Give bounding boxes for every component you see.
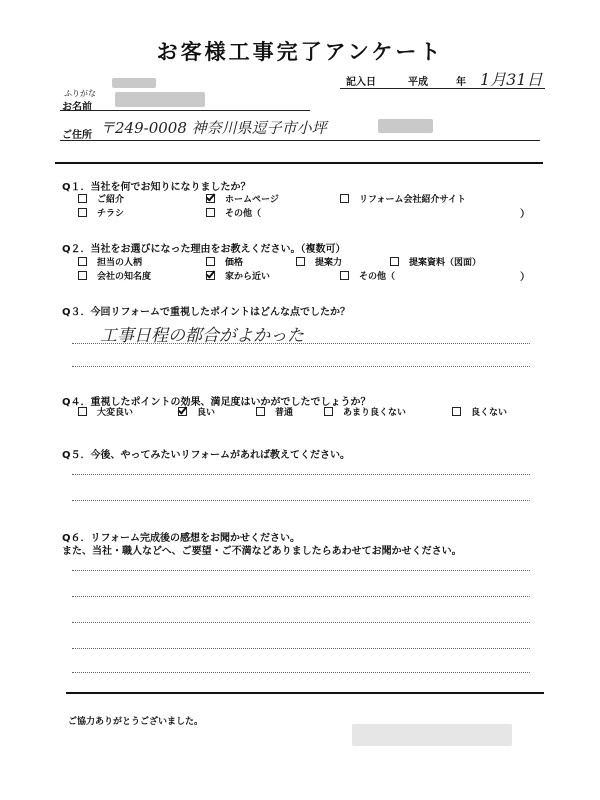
q5-answer-line: [72, 500, 530, 501]
q4-option-average[interactable]: 普通: [256, 405, 293, 418]
furigana-label: ふりがな: [64, 89, 96, 98]
q3-answer[interactable]: 工事日程の都合がよかった: [100, 326, 304, 346]
checked-checkbox-icon: [178, 407, 187, 416]
q3-answer-line: [72, 343, 530, 344]
footer-thanks: ご協力ありがとうございました。: [68, 717, 204, 727]
era-label: 平成: [408, 77, 428, 88]
q1-text: Q１．当社を何でお知りになりましたか？: [62, 182, 251, 193]
q1-option-referral-site[interactable]: リフォーム会社紹介サイト: [340, 192, 466, 205]
checkbox-icon: [256, 407, 265, 416]
bottom-separator: [66, 692, 544, 694]
checkbox-icon: [296, 257, 305, 266]
q2-option-drawings[interactable]: 提案資料（図面）: [390, 255, 481, 268]
q6-text-line1: Q６．リフォーム完成後の感想をお聞かせください。: [62, 533, 301, 544]
q2-option-near-home[interactable]: 家から近い: [206, 269, 270, 282]
q6-text-line2: また、当社・職人などへ、ご要望・ご不満などありましたらあわせてお聞かせください。: [62, 546, 462, 557]
address-value[interactable]: 〒249-0008 神奈川県逗子市小坪: [100, 119, 327, 137]
checkbox-icon: [206, 208, 215, 217]
q2-option-staff[interactable]: 担当の人柄: [78, 255, 142, 268]
checked-checkbox-icon: [206, 271, 215, 280]
checkbox-icon: [390, 257, 399, 266]
q3-text: Q３．今回リフォームで重視したポイントはどんな点でしたか？: [62, 307, 351, 318]
q1-option-referral[interactable]: ご紹介: [78, 192, 124, 205]
q3-answer-line: [72, 366, 530, 367]
redacted-address: [378, 119, 433, 133]
q6-answer-line: [72, 596, 530, 597]
checked-checkbox-icon: [206, 194, 215, 203]
checkbox-icon: [78, 208, 87, 217]
q2-text: Q２．当社をお選びになった理由をお教えください。（複数可）: [62, 244, 346, 255]
q2-other-close-paren: ）: [520, 272, 530, 283]
year-label: 年: [456, 77, 466, 88]
q4-option-not-very-good[interactable]: あまり良くない: [324, 405, 406, 418]
q1-other-close-paren: ）: [520, 209, 530, 220]
q2-option-price[interactable]: 価格: [206, 255, 243, 268]
q2-option-reputation[interactable]: 会社の知名度: [78, 269, 151, 282]
q5-text: Q５．今後、やってみたいリフォームがあれば教えてください。: [62, 450, 351, 461]
date-underline: [340, 88, 545, 89]
q6-answer-line: [72, 622, 530, 623]
section-separator: [55, 162, 543, 164]
q4-option-very-good[interactable]: 大変良い: [78, 405, 133, 418]
q1-option-other[interactable]: その他（: [206, 206, 261, 219]
q6-answer-line: [72, 648, 530, 649]
redacted-furigana: [112, 78, 156, 88]
checkbox-icon: [78, 271, 87, 280]
address-underline: [60, 140, 540, 141]
q5-answer-line: [72, 474, 530, 475]
checkbox-icon: [78, 257, 87, 266]
date-value[interactable]: 1月31日: [480, 70, 543, 89]
page-title: お客様工事完了アンケート: [156, 40, 444, 64]
q4-option-not-good[interactable]: 良くない: [452, 405, 507, 418]
q4-option-good[interactable]: 良い: [178, 405, 215, 418]
checkbox-icon: [452, 407, 461, 416]
name-underline: [60, 110, 310, 111]
checkbox-icon: [206, 257, 215, 266]
q1-option-homepage[interactable]: ホームページ: [206, 192, 279, 205]
q2-option-proposal[interactable]: 提案力: [296, 255, 342, 268]
q6-answer-line: [72, 570, 530, 571]
checkbox-icon: [78, 194, 87, 203]
checkbox-icon: [340, 271, 349, 280]
checkbox-icon: [78, 407, 87, 416]
redacted-name: [115, 92, 205, 107]
checkbox-icon: [324, 407, 333, 416]
q1-option-flyer[interactable]: チラシ: [78, 206, 124, 219]
name-label: お名前: [62, 102, 92, 113]
q2-option-other[interactable]: その他（: [340, 269, 395, 282]
redacted-stamp: [352, 724, 512, 746]
q6-answer-line: [72, 672, 530, 673]
checkbox-icon: [340, 194, 349, 203]
q4-text: Q４．重視したポイントの効果、満足度はいかがでしたでしょうか？: [62, 397, 371, 408]
address-label: ご住所: [62, 130, 92, 141]
date-label: 記入日: [346, 77, 376, 88]
